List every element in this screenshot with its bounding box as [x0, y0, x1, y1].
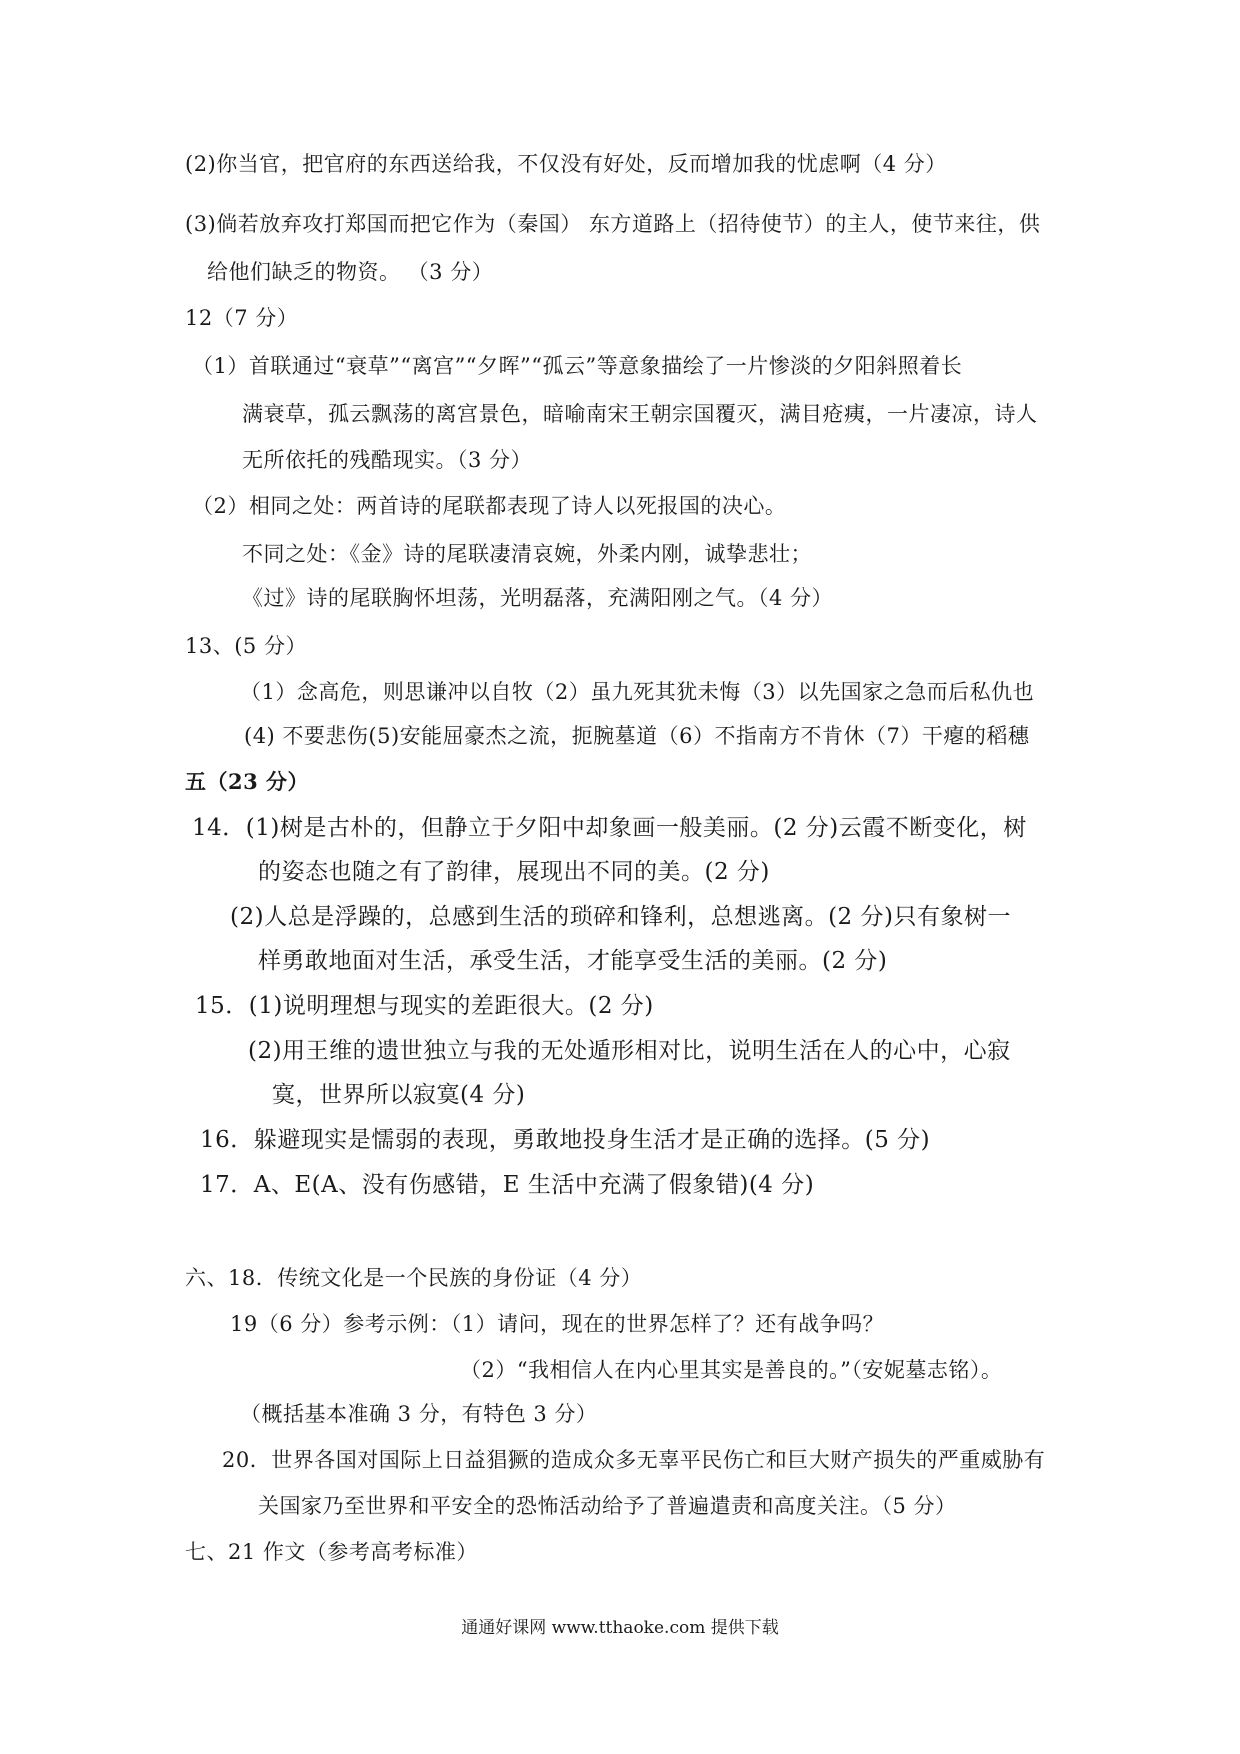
answer-line: 《过》诗的尾联胸怀坦荡，光明磊落，充满阳刚之气。（4 分）	[242, 586, 834, 610]
answer-line: 14．(1)树是古朴的，但静立于夕阳中却象画一般美丽。(2 分)云霞不断变化，树	[192, 815, 1027, 841]
answer-line: (2)用王维的遗世独立与我的无处遁形相对比，说明生活在人的心中，心寂	[248, 1038, 1011, 1064]
answer-line: 七、21 作文（参考高考标准）	[185, 1540, 478, 1564]
answer-line: (2)你当官，把官府的东西送给我，不仅没有好处，反而增加我的忧虑啊（4 分）	[185, 152, 947, 176]
answer-line: 15．(1)说明理想与现实的差距很大。(2 分)	[195, 993, 654, 1019]
answer-line: (2)人总是浮躁的，总感到生活的琐碎和锋利，总想逃离。(2 分)只有象树一	[230, 904, 1011, 930]
answer-line: 无所依托的残酷现实。（3 分）	[242, 448, 533, 472]
section-heading: 五（23 分）	[185, 769, 310, 794]
answer-line: 给他们缺乏的物资。 （3 分）	[207, 260, 494, 284]
answer-line: 不同之处：《金》诗的尾联凄清哀婉，外柔内刚，诚挚悲壮；	[242, 542, 812, 566]
answer-line: 17．A、E(A、没有伤感错，E 生活中充满了假象错)(4 分)	[200, 1172, 815, 1198]
answer-line: 寞，世界所以寂寞(4 分)	[272, 1082, 526, 1108]
answer-line: (4) 不要悲伤(5)安能屈豪杰之流，扼腕墓道（6）不指南方不肯休（7）干瘪的稻穗	[244, 724, 1030, 748]
answer-line: 19（6 分）参考示例：（1）请问，现在的世界怎样了？还有战争吗？	[230, 1312, 885, 1336]
answer-line: 12（7 分）	[185, 306, 299, 330]
answer-line: （概括基本准确 3 分，有特色 3 分）	[240, 1402, 598, 1426]
answer-line: 13、(5 分）	[185, 634, 307, 658]
answer-line: （2）相同之处：两首诗的尾联都表现了诗人以死报国的决心。	[192, 494, 787, 518]
answer-line: 16．躲避现实是懦弱的表现，勇敢地投身生活才是正确的选择。(5 分)	[200, 1127, 931, 1153]
answer-line: 满衰草，孤云飘荡的离宫景色，暗喻南宋王朝宗国覆灭，满目疮痍，一片凄凉，诗人	[242, 402, 1038, 426]
answer-line: （1）首联通过“衰草”“离宫”“夕晖”“孤云”等意象描绘了一片惨淡的夕阳斜照着长	[192, 354, 963, 378]
answer-line: 20．世界各国对国际上日益猖獗的造成众多无辜平民伤亡和巨大财产损失的严重威胁有	[222, 1448, 1046, 1472]
answer-line: （2）“我相信人在内心里其实是善良的。”（安妮墓志铭）。	[460, 1358, 1003, 1382]
page-footer: 通通好课网 www.tthaoke.com 提供下载	[461, 1618, 779, 1638]
answer-line: 六、18．传统文化是一个民族的身份证（4 分）	[185, 1266, 643, 1290]
answer-line: (3)倘若放弃攻打郑国而把它作为（秦国） 东方道路上（招待使节）的主人，使节来往，供	[185, 212, 1041, 236]
answer-line: 关国家乃至世界和平安全的恐怖活动给予了普遍遣责和高度关注。（5 分）	[258, 1494, 957, 1518]
answer-line: 的姿态也随之有了韵律，展现出不同的美。(2 分)	[258, 859, 770, 885]
answer-line: 样勇敢地面对生活，承受生活，才能享受生活的美丽。(2 分)	[258, 948, 888, 974]
answer-line: （1）念高危，则思谦冲以自牧（2）虽九死其犹未悔（3）以先国家之急而后私仇也	[240, 680, 1035, 704]
